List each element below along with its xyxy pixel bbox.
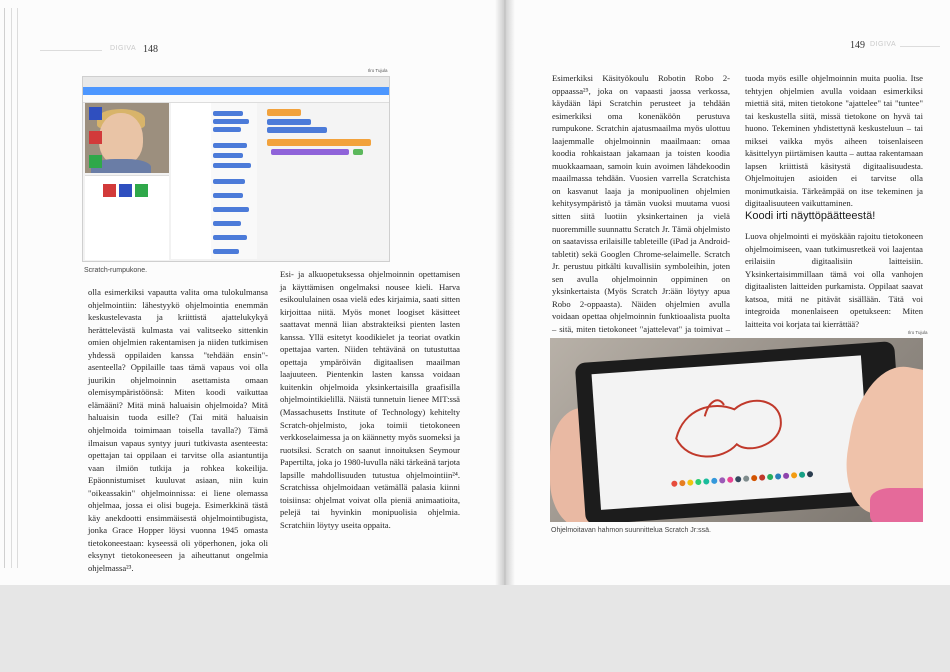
left-header-rule	[40, 50, 102, 51]
right-header-rule	[900, 46, 940, 47]
sprite-thumb-green	[135, 184, 148, 197]
left-figure-caption: Scratch-rumpukone.	[84, 267, 148, 274]
right-column-2	[745, 72, 923, 213]
scratch-jr-screen	[592, 355, 871, 510]
left-column-2	[280, 268, 460, 534]
left-column-2-paragraph: Esi- ja alkuopetuksessa ohjelmoinnin opettamisen ja käyttämisen ongelmaksi nousee kieli. Harva esikoululainen osaa vielä edes kirjaimia, saati sitten kirjoittaa niitä. Myös monet loogiset käsitteet saattavat mennä liian abstrakteiksi pienten lasten kanssa. Yllä esitetyt koodikielet ja teoriat ovatkin opettajaa varten. Niiden tehtävänä on tutustuttaa opettaja ympäröivän digitaalisen maailman laajuuteen. Pientenkin lasten kanssa voidaan kuitenkin ohjelmoida yksinkertaisilla graafisilla ohjelmointikielillä. Näistä tunnetuin lienee MIT:ssä (Massachusetts Institute of Technology) kehitelty Scratch-ohjelmisto, joka toimii tietokoneen verkkoselaimessa ja on käännetty myös suomeksi ja ruotsiksi. Scratch on saanut innoituksen Seymour Papertilta, joka jo 1980-luvulla näki tärkeänä tarjota lapsille mahdollisuuden tutustua ohjelmointiin²⁴. Scratchissa ohjelmoidaan vetämällä palasia kiinni toisiinsa: ohjelmat voivat olla pieniä animaatioita, pelejä tai hyvinkin monipuolisia ohjelmia. Scratchiin löytyy useita oppaita.	[280, 269, 460, 530]
scratch-screenshot	[82, 76, 390, 262]
stage-sprite-red	[89, 131, 102, 144]
right-photo-caption: Ohjelmoitavan hahmon suunnittelua Scratch Jr:ssä.	[551, 527, 711, 534]
left-column-1-paragraph: olla esimerkiksi vapautta valita oma tulokulmansa ohjelmointiin: lähestyykö ohjelmointia enemmän keskustelevasta ja kriittistä ajattelukykyä herättelevästä kulmasta vai valitseeko sittenkin omien ohjelmien rakentamisen ja niiden tutkimisen yhdessä oppilaiden kanssa "tehdään ensin"-asenteella? Oppilaille taas tämä vapaus voi olla juurikin ohjelmoinnin asettamista omaan olemisympäristöönsä: Miten koodi vaikuttaa elämääni? Mitä minä haluaisin ohjelmoida? Mitä haluaisin tuoda esille? (Tai mitä haluaisin ohjelmoida toimimaan toisella tavalla?) Tämä ilmaisun vapaus syntyy juuri tutkivasta asenteesta: opettajan tai oppilaan ei tarvitse olla asiantuntija vaan ilmiön tutkija ja rohkea kokeilija. Epäonnistumiset kuuluvat asiaan, niin kuin "oikeassakin" ohjelmoinnissa: ei liene olemassa ohjelmaa, jossa ei olisi bugeja. Esimerkkinä tästä käy anekdootti ensimmäisestä ohjelmointibugista, jonka Grace Hopper löysi vuonna 1945 omasta tietokoneestaan: kyseessä oli yöperhonen, joka oli eksynyt tietokoneeseen ja aiheuttanut ongelmia ohjelmassa²³.	[88, 287, 268, 574]
sprite-thumb-blue	[119, 184, 132, 197]
sprite-thumb-red	[103, 184, 116, 197]
left-column-1	[88, 286, 268, 578]
page-edge-lines	[4, 8, 35, 568]
section-heading: Koodi irti näyttöpäätteestä!	[745, 210, 876, 222]
stage-sprite-green	[89, 155, 102, 168]
right-header-brand: DIGIVA	[870, 41, 897, 48]
right-column-2-after-paragraph: Luova ohjelmointi ei myöskään rajoitu tietokoneen ohjelmoimiseen, vaan tutkimusretkeä voi laajentaa erilaisiin digitaalisiin laitteisiin. Yksinkertaisimmillaan tämä voi olla vanhojen digitaalisten laitteiden purkamista. Oppilaat saavat katsoa, mitä ne pitävät sisällään. Tätä voi integroida monenlaiseen opetukseen: Miten laitteita voi korjata tai kierrättää?	[745, 231, 923, 329]
scratch-stage-webcam	[85, 103, 169, 173]
right-column-2-paragraph: tuoda myös esille ohjelmoinnin muita puolia. Itse tehtyjen ohjelmien avulla voidaan esimerkiksi miettiä sitä, miten tietokone "ajattelee" tai "tuntee" tai keskustella siitä, missä tietokone on hyvä tai huono. Tekeminen yhdistettynä keskusteluun – tai miksei vaikka myös aiheen toisenlaiseen käsittelyyn piirtämisen kautta – auttaa rakentamaan lapsen kriittistä käsitystä digitaalisuudesta. Ohjelmoitujen asioiden ei tarvitse olla monimutkaisia. Tärkeämpää on itse tekeminen ja digitaalisuuteen vaikuttaminen.	[745, 73, 923, 209]
book-gutter	[495, 0, 515, 585]
stage-sprite-blue	[89, 107, 102, 120]
tablet-photo	[550, 338, 923, 522]
left-header-brand: DIGIVA	[110, 45, 137, 52]
child-face	[99, 113, 143, 165]
right-column-1	[552, 72, 730, 351]
right-column-1-paragraph: Esimerkiksi Käsityökoulu Robotin Robo 2-oppaassa²⁵, joka on vapaasti jaossa verkossa, käydään läpi Scratchin perusteet ja tehdään esimerkiksi oma konenäköön perustuva rumpukone. Scratchin ajatusmaailma myös ulottuu laajemmalle ohjelmoinnin maailmaan: omaa koodia rohkaistaan jakamaan ja toisten koodia muokkaamaan, samoin kuin avoimen lähdekoodin maailmassa tehdään. Vuosien varrella Scratchista on kasvanut laaja ja monipuolinen ohjelmien kehitysympäristö ja tämän vuoksi muutama vuosi sitten siitä luotiin yksinkertainen ja vielä nuoremmille suunnattu Scratch Jr. Tämä ohjelmisto on saatavissa erilaisille tableteille (iPad ja Android-tabletit) sekä Googlen Chrome-selaimelle. Scratch Jr. perustuu pitkälti kuvallisiin symboleihin, joten sen avulla ohjelmoinnin oppiminen on yksinkertaista (Myös Scratch Jr:ään löytyy apua Robo 2-oppaasta). Näiden ohjelmien avulla voidaan opettaa ohjelmoinnin funktioaalista puolta – sitä, miten tietokoneet "ajattelevat" ja toimivat –	[552, 73, 730, 334]
scratch-menubar	[83, 87, 389, 95]
left-page-number: 148	[143, 44, 158, 55]
scratch-block-list	[211, 103, 257, 259]
right-page-number: 149	[850, 40, 865, 51]
scratch-sprite-pane	[85, 175, 169, 260]
right-column-2-after	[745, 230, 923, 333]
right-photo-credit: Ilro Tujula	[908, 330, 928, 335]
scratch-toolbar	[83, 95, 389, 103]
scratch-script-area	[257, 103, 389, 259]
scan-background	[0, 585, 950, 672]
left-figure-credit: Ilro Tujula	[368, 68, 388, 73]
child-sleeve	[870, 488, 923, 522]
character-drawing	[663, 380, 809, 480]
scratch-category-palette	[171, 103, 212, 259]
left-page	[0, 0, 505, 585]
